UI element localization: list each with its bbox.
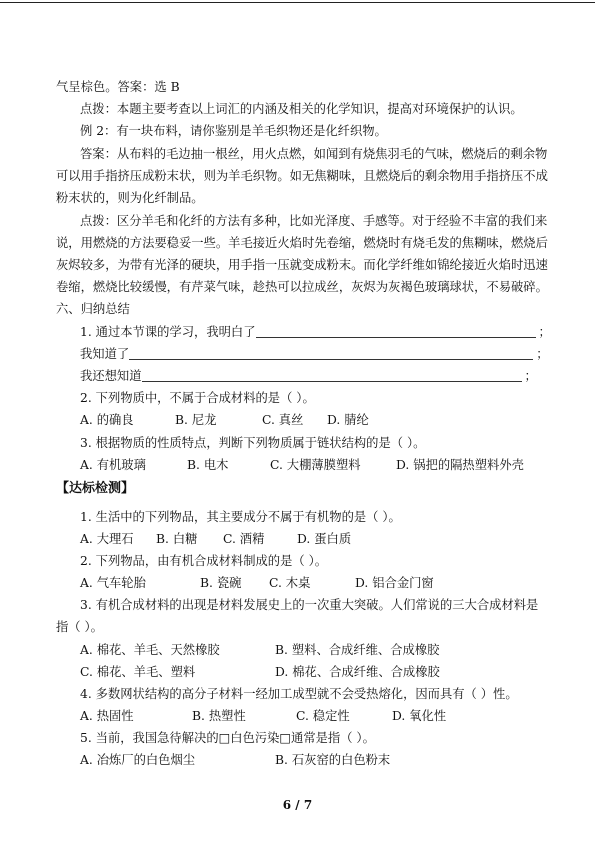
semicolon: ； <box>538 325 551 339</box>
section-heading: 六、归纳总结 <box>56 302 130 316</box>
prompt-text: 我还想知道 <box>80 369 142 383</box>
option[interactable]: B. 塑料、合成纤维、合成橡胶 <box>275 643 440 657</box>
question: 1. 生活中的下列物品，其主要成分不属于有机物的是（ ）。 <box>80 510 401 524</box>
option[interactable]: D. 蛋白质 <box>297 532 352 546</box>
page-number: 6 / 7 <box>282 798 313 812</box>
semicolon: ； <box>524 369 537 383</box>
text-line: 粉末状的，则为化纤制品。 <box>56 191 204 205</box>
option[interactable]: A. 的确良 <box>80 413 134 427</box>
semicolon: ； <box>536 347 549 361</box>
option[interactable]: B. 瓷碗 <box>200 576 242 590</box>
text-line: 灰烬较多，为带有光泽的硬块，用手指一压就变成粉末。而化学纤维如锦纶接近火焰时迅速 <box>56 258 548 272</box>
answer-blank[interactable] <box>129 347 533 360</box>
option[interactable]: D. 氧化性 <box>392 709 447 723</box>
option[interactable]: A. 冶炼厂的白色烟尘 <box>80 753 196 767</box>
text-line: 点拨：本题主要考查以上词汇的内涵及相关的化学知识，提高对环境保护的认识。 <box>80 102 523 116</box>
option[interactable]: D. 棉花、合成纤维、合成橡胶 <box>275 665 440 679</box>
options-row <box>80 753 390 767</box>
text-line: 气呈棕色。答案：选 B <box>56 80 180 94</box>
summary-line-1 <box>80 325 551 339</box>
option[interactable]: A. 棉花、羊毛、天然橡胶 <box>80 643 220 657</box>
option[interactable]: B. 热塑性 <box>192 709 246 723</box>
option[interactable]: A. 大理石 <box>80 532 134 546</box>
question: 4. 多数网状结构的高分子材料一经加工成型就不会受热熔化，因而具有（ ）性。 <box>80 687 518 701</box>
option[interactable]: C. 真丝 <box>262 413 304 427</box>
option[interactable]: C. 酒精 <box>223 532 265 546</box>
option[interactable]: B. 白糖 <box>156 532 198 546</box>
answer-blank[interactable] <box>256 325 536 338</box>
option[interactable]: B. 尼龙 <box>175 413 217 427</box>
option[interactable]: B. 电木 <box>187 458 229 472</box>
options-row <box>80 413 369 427</box>
text-line: 答案：从布料的毛边抽一根丝，用火点燃，如闻到有烧焦羽毛的气味，燃烧后的剩余物 <box>80 147 548 161</box>
question: 3. 有机合成材料的出现是材料发展史上的一次重大突破。人们常说的三大合成材料是 <box>80 598 539 612</box>
question: 2. 下列物质中，不属于合成材料的是（ ）。 <box>80 391 315 405</box>
options-row <box>80 665 440 679</box>
question: 2. 下列物品，由有机合成材料制成的是（ ）。 <box>80 554 328 568</box>
option[interactable]: C. 稳定性 <box>296 709 350 723</box>
option[interactable]: B. 石灰窑的白色粉末 <box>275 753 391 767</box>
prompt-text: 我知道了 <box>80 347 130 361</box>
summary-line-3 <box>80 369 537 383</box>
header-rule <box>0 2 595 3</box>
option[interactable]: A. 有机玻璃 <box>80 458 146 472</box>
prompt-text: 1. 通过本节课的学习，我明白了 <box>80 325 256 339</box>
option[interactable]: A. 热固性 <box>80 709 134 723</box>
option[interactable]: D. 锅把的隔热塑料外壳 <box>396 458 524 472</box>
text-line: 可以用手指挤压成粉末状，则为羊毛织物。如无焦糊味，且燃烧后的剩余物用手指挤压不成 <box>56 169 548 183</box>
summary-line-2 <box>80 347 549 361</box>
text-line: 说，用燃烧的方法要稳妥一些。羊毛接近火焰时先卷缩，燃烧时有烧毛发的焦糊味，燃烧后 <box>56 236 548 250</box>
options-row <box>80 576 434 590</box>
option[interactable]: A. 气车轮胎 <box>80 576 146 590</box>
answer-blank[interactable] <box>142 369 522 382</box>
options-row <box>80 709 446 723</box>
options-row <box>80 532 351 546</box>
options-row <box>80 643 439 657</box>
section-title: 【达标检测】 <box>56 481 135 496</box>
option[interactable]: C. 大棚薄膜塑料 <box>270 458 361 472</box>
option[interactable]: D. 腈纶 <box>327 413 369 427</box>
question: 3. 根据物质的性质特点，判断下列物质属于链状结构的是（ ）。 <box>80 436 426 450</box>
text-line: 例 2：有一块布料，请你鉴别是羊毛织物还是化纤织物。 <box>80 124 387 138</box>
text-line: 点拨：区分羊毛和化纤的方法有多种，比如光泽度、手感等。对于经验不丰富的我们来 <box>80 214 548 228</box>
question: 5. 当前，我国急待解决的□白色污染□通常是指（ ）。 <box>80 731 375 745</box>
option[interactable]: C. 棉花、羊毛、塑料 <box>80 665 196 679</box>
option[interactable]: D. 铝合金门窗 <box>355 576 434 590</box>
text-line: 卷缩，燃烧比较缓慢，有芹菜气味，趁热可以拉成丝，灰烬为灰褐色玻璃球状，不易破碎。 <box>56 280 548 294</box>
options-row <box>80 458 524 472</box>
option[interactable]: C. 木桌 <box>269 576 311 590</box>
question-cont: 指（ ）。 <box>56 620 103 634</box>
